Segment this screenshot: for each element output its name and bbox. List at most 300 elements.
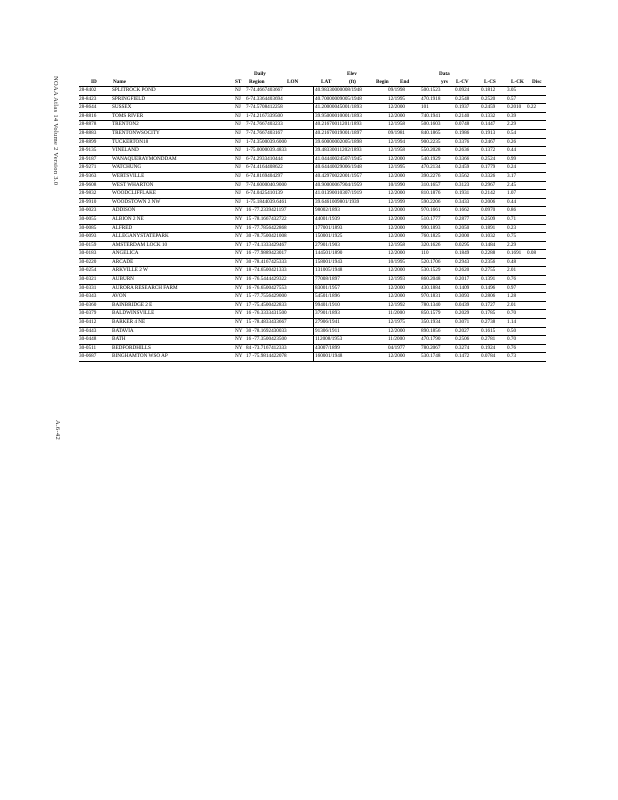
cell-id: 28-8423 xyxy=(79,95,97,102)
table-row xyxy=(79,164,546,173)
header-end: End xyxy=(400,79,410,85)
header-yrs: yrs xyxy=(441,79,448,85)
cell-name: TRENTONWSOCITY xyxy=(112,129,160,136)
cell-end: 12/2000 xyxy=(388,112,406,119)
cell-state: NJ xyxy=(235,138,241,145)
cell-lcs: 0.1447 xyxy=(481,121,496,128)
table-row xyxy=(79,87,546,96)
cell-name: SPLITROCK POND xyxy=(112,87,156,93)
cell-yrs: 780.2067 xyxy=(421,344,441,351)
cell-yrs: 860.2048 xyxy=(421,276,441,283)
cell-id: 28-8816 xyxy=(79,112,97,119)
cell-state: NY xyxy=(235,293,243,300)
cell-lck: 2.01 xyxy=(507,267,517,274)
station-table xyxy=(79,70,546,362)
cell-lat-elev-begin: 158001/1943 xyxy=(315,258,343,265)
cell-id: 28-8644 xyxy=(79,104,97,111)
cell-lat-elev-begin: 43007/1899 xyxy=(315,344,340,351)
cell-lcv: 0.3366 xyxy=(455,155,470,162)
cell-state: NY xyxy=(235,207,243,214)
cell-yrs: 740.1941 xyxy=(421,112,441,119)
cell-lat-elev-begin: 37901/1893 xyxy=(315,310,340,317)
cell-state: NY xyxy=(235,353,243,360)
cell-region-lon: 16 -76.3333431500 xyxy=(246,310,287,317)
cell-end: 12/1994 xyxy=(388,138,406,145)
cell-region-lon: 7-74.7667403167 xyxy=(246,129,283,136)
cell-lck: 0.76 xyxy=(507,276,517,283)
cell-id: 28-8899 xyxy=(79,138,97,145)
cell-lat-elev-begin: 77008/1897 xyxy=(315,276,340,283)
cell-lck: 2.45 xyxy=(507,181,517,188)
cell-id: 30-0183 xyxy=(79,250,97,257)
cell-lat-elev-begin: 40.42970022001/1957 xyxy=(315,172,362,179)
cell-state: NY xyxy=(235,224,243,231)
table-row xyxy=(79,302,546,311)
cell-region-lon: 17 -74.1333429467 xyxy=(246,241,287,248)
cell-region-lon: 7-74.4667403667 xyxy=(246,87,283,93)
table-row xyxy=(79,285,546,294)
header-begin: Begin xyxy=(376,79,389,85)
cell-id: 30-0687 xyxy=(79,353,97,360)
cell-end: 12/2000 xyxy=(388,233,406,240)
cell-state: NJ xyxy=(235,129,241,136)
cell-lcs: 0.1332 xyxy=(481,112,496,119)
cell-lck: 0.73 xyxy=(507,353,517,360)
header-lat: LAT xyxy=(321,79,332,85)
cell-yrs: 350.1934 xyxy=(421,319,441,326)
cell-state: NY xyxy=(235,267,243,274)
cell-end: 12/1993 xyxy=(388,276,406,283)
header-region: Region xyxy=(249,79,265,85)
cell-yrs: 840.1865 xyxy=(421,129,441,136)
cell-lat-elev-begin: 177001/1893 xyxy=(315,224,343,231)
cell-name: ALLEGANYSTATEPARK xyxy=(112,233,169,240)
cell-end: 12/2000 xyxy=(388,224,406,231)
cell-state: NJ xyxy=(235,164,241,171)
cell-lat-elev-begin: 160001/1948 xyxy=(315,353,343,360)
cell-state: NJ xyxy=(235,121,241,128)
cell-state: NY xyxy=(235,344,243,351)
table-row xyxy=(79,182,546,191)
cell-lck: 1.28 xyxy=(507,293,517,300)
cell-region-lon: 17 -75.9814422078 xyxy=(246,353,287,360)
cell-yrs: 500.1523 xyxy=(421,87,441,93)
cell-name: WATCHUNG xyxy=(112,164,142,171)
cell-lat-elev-begin: 98002/1893 xyxy=(315,207,340,214)
cell-state: NY xyxy=(235,233,243,240)
cell-lck: 0.50 xyxy=(507,327,517,334)
cell-region-lon: 16 -77.2339421197 xyxy=(246,207,287,214)
cell-name: ARKVILLE 2 W xyxy=(112,267,148,274)
cell-lcv: 0.2877 xyxy=(455,215,470,222)
cell-lcv: 0.2506 xyxy=(455,336,470,343)
cell-lcs: 0.1615 xyxy=(481,327,496,334)
cell-id: 28-9363 xyxy=(79,172,97,179)
table-row xyxy=(79,259,546,268)
header-lcs: L-CS xyxy=(484,79,496,85)
cell-name: ARCADE xyxy=(112,258,134,265)
cell-region-lon: 7-74.7667403233 xyxy=(246,121,283,128)
cell-lat-elev-begin: 40.70000009005/1948 xyxy=(315,95,362,102)
cell-lck: 0.24 xyxy=(507,164,517,171)
cell-lcs: 0.2288 xyxy=(481,250,496,257)
cell-lat-elev-begin: 99401/1910 xyxy=(315,301,340,308)
cell-yrs: 320.1626 xyxy=(421,241,441,248)
header-data: Data xyxy=(439,71,450,77)
cell-yrs: 550.2028 xyxy=(421,147,441,154)
cell-lcs: 0.1391 xyxy=(481,276,496,283)
cell-name: BATAVIA xyxy=(112,327,134,334)
cell-lcs: 0.2738 xyxy=(481,319,496,326)
cell-state: NY xyxy=(235,319,243,326)
cell-state: NJ xyxy=(235,104,241,111)
cell-name: AUBURN xyxy=(112,276,134,283)
cell-lat-elev-begin: 39.48330011202/1893 xyxy=(315,147,362,154)
cell-lck: 2.29 xyxy=(507,241,517,248)
cell-name: VINELAND xyxy=(112,147,139,154)
table-row xyxy=(79,250,546,259)
cell-lcs: 0.0970 xyxy=(481,207,496,214)
table-row xyxy=(79,113,546,122)
cell-end: 12/1992 xyxy=(388,301,406,308)
cell-lck: 0.48 xyxy=(507,258,517,265)
cell-lcv: 0.0924 xyxy=(455,87,470,93)
cell-lck: 0.86 xyxy=(507,207,517,214)
cell-yrs: 470.1790 xyxy=(421,336,441,343)
cell-lck: 0.97 xyxy=(507,284,517,291)
cell-lcv: 0.2027 xyxy=(455,327,470,334)
cell-lat-elev-begin: 41.20000045001/1893 xyxy=(315,104,362,111)
cell-lcs: 0.2142 xyxy=(481,190,496,197)
side-page-number: A.6-42 xyxy=(54,420,61,441)
cell-end: 12/2000 xyxy=(388,293,406,300)
cell-yrs: 390.2276 xyxy=(421,172,441,179)
cell-lat-elev-begin: 150001/1925 xyxy=(315,233,343,240)
cell-lat-elev-begin: 39.6461009801/1939 xyxy=(315,198,360,205)
cell-state: NY xyxy=(235,327,243,334)
cell-id: 30-0023 xyxy=(79,207,97,214)
cell-yrs: 520.1706 xyxy=(421,258,441,265)
cell-region-lon: 15 -78.4833433667 xyxy=(246,319,287,326)
cell-region-lon: 16 -77.7856422868 xyxy=(246,224,287,231)
cell-lcs: 0.1913 xyxy=(481,129,496,136)
cell-end: 12/2000 xyxy=(388,104,406,111)
cell-lcv: 0.1662 xyxy=(455,207,470,214)
cell-end: 12/1958 xyxy=(388,147,406,154)
cell-name: TRENTON2 xyxy=(112,121,139,128)
cell-state: NJ xyxy=(235,190,241,197)
cell-id: 30-0055 xyxy=(79,215,97,222)
cell-id: 28-9187 xyxy=(79,155,97,162)
cell-region-lon: 16 -76.6500427553 xyxy=(246,284,287,291)
cell-lcv: 0.3274 xyxy=(455,344,470,351)
cell-name: SUSSEX xyxy=(112,104,132,111)
cell-lcv: 0.3123 xyxy=(455,181,470,188)
cell-end: 12/2000 xyxy=(388,215,406,222)
cell-name: BATH xyxy=(112,336,126,343)
cell-end: 12/2000 xyxy=(388,190,406,197)
cell-end: 12/1958 xyxy=(388,121,406,128)
table-row xyxy=(79,104,546,113)
cell-yrs: 890.1856 xyxy=(421,327,441,334)
table-row xyxy=(79,276,546,285)
table-row xyxy=(79,328,546,337)
cell-id: 28-9608 xyxy=(79,181,97,188)
cell-lcs: 0.2467 xyxy=(481,138,496,145)
cell-lck: 3.17 xyxy=(507,172,517,179)
cell-lck: 3.05 xyxy=(507,87,517,93)
cell-state: NJ xyxy=(235,181,241,188)
cell-region-lon: 6-74.8169404297 xyxy=(246,172,283,179)
cell-name: AURORA RESEARCH FARM xyxy=(112,284,178,291)
cell-state: NY xyxy=(235,215,243,222)
cell-id: 28-8402 xyxy=(79,87,97,93)
cell-id: 28-9271 xyxy=(79,164,97,171)
table-row xyxy=(79,130,546,139)
table-row xyxy=(79,242,546,251)
cell-lcs: 0.2781 xyxy=(481,336,496,343)
cell-yrs: 810.1876 xyxy=(421,190,441,197)
cell-id: 30-0412 xyxy=(79,319,97,326)
table-row xyxy=(79,319,546,328)
cell-region-lon: 16 -77.9889423017 xyxy=(246,250,287,257)
cell-lcs: 0.2755 xyxy=(481,267,496,274)
cell-name: TOMS RIVER xyxy=(112,112,144,119)
cell-yrs: 590.2206 xyxy=(421,198,441,205)
cell-lat-elev-begin: 40.98330000008/1948 xyxy=(315,87,362,93)
cell-lcv: 0.2620 xyxy=(455,267,470,274)
cell-lck: 0.23 xyxy=(507,224,517,231)
cell-lcs: 0.3326 xyxy=(481,172,496,179)
cell-region-lon: 18 -74.6500421333 xyxy=(246,267,287,274)
cell-name: SPRINGFIELD xyxy=(112,95,146,102)
cell-region-lon: 1-75.0000039.4833 xyxy=(246,147,287,154)
cell-yrs: 990.1893 xyxy=(421,224,441,231)
table-row xyxy=(79,336,546,345)
cell-state: NY xyxy=(235,276,243,283)
cell-lat-elev-begin: 83001/1957 xyxy=(315,284,340,291)
cell-region-lon: 7-74.5708412258 xyxy=(246,104,283,111)
table-row xyxy=(79,156,546,165)
cell-lcv: 0.2029 xyxy=(455,310,470,317)
header-disc: Disc xyxy=(532,79,542,85)
cell-yrs: 540.1929 xyxy=(421,155,441,162)
cell-lcs: 0.0784 xyxy=(481,353,496,360)
cell-id: 30-0443 xyxy=(79,327,97,334)
cell-yrs: 530.1529 xyxy=(421,267,441,274)
table-row xyxy=(79,216,546,225)
cell-region-lon: 1-74.3500039.6000 xyxy=(246,138,287,145)
cell-id: 30-0220 xyxy=(79,258,97,265)
cell-state: NY xyxy=(235,336,243,343)
cell-lcv: 0.2636 xyxy=(455,147,470,154)
table-row xyxy=(79,233,546,242)
cell-lcv: 0.0439 xyxy=(455,301,470,308)
cell-lcv: 0.1937 xyxy=(455,104,470,111)
cell-lcs: 0.1032 xyxy=(481,233,496,240)
cell-name: WOODSTOWN 2 NW xyxy=(112,198,161,205)
cell-end: 12/2000 xyxy=(388,250,406,257)
cell-lcv: 0.1986 xyxy=(455,129,470,136)
table-body xyxy=(79,86,546,362)
cell-id: 30-0085 xyxy=(79,224,97,231)
cell-id: 28-9135 xyxy=(79,147,97,154)
cell-state: NY xyxy=(235,284,243,291)
cell-lck: 1.14 xyxy=(507,319,517,326)
cell-lck: 0.71 xyxy=(507,215,517,222)
cell-yrs: 760.1825 xyxy=(421,233,441,240)
cell-lck: 0.76 xyxy=(507,344,517,351)
cell-state: NY xyxy=(235,310,243,317)
cell-end: 12/1975 xyxy=(388,319,406,326)
cell-end: 12/2000 xyxy=(388,284,406,291)
cell-name: ALBION 2 NE xyxy=(112,215,144,222)
table-row xyxy=(79,173,546,182)
cell-end: 12/1999 xyxy=(388,198,406,205)
table-row xyxy=(79,139,546,148)
table-row xyxy=(79,96,546,105)
cell-lcv: 0.3071 xyxy=(455,319,470,326)
cell-state: NJ xyxy=(235,95,241,102)
table-row xyxy=(79,121,546,130)
cell-end: 12/2000 xyxy=(388,327,406,334)
cell-end: 12/2000 xyxy=(388,353,406,360)
cell-lcs: 0.1727 xyxy=(481,301,496,308)
cell-disc: 0.08 xyxy=(527,250,537,257)
cell-end: 12/2000 xyxy=(388,155,406,162)
cell-lcv: 0.1931 xyxy=(455,190,470,197)
cell-id: 30-0360 xyxy=(79,301,97,308)
cell-lat-elev-begin: 54501/1896 xyxy=(315,293,340,300)
cell-lck: 0.70 xyxy=(507,336,517,343)
cell-lck: 0.1691 xyxy=(507,250,522,257)
cell-lcs: 0.2967 xyxy=(481,181,496,188)
cell-lat-elev-begin: 131005/1948 xyxy=(315,267,343,274)
table-row xyxy=(79,353,546,361)
cell-region-lon: 6-74.4164408622 xyxy=(246,164,283,171)
cell-id: 30-0343 xyxy=(79,293,97,300)
header-ft: (ft) xyxy=(349,79,356,85)
cell-name: AMSTERDAM LOCK 10 xyxy=(112,241,168,248)
cell-lck: 2.01 xyxy=(507,301,517,308)
cell-disc: 0.22 xyxy=(527,104,537,111)
cell-lcs: 0.1372 xyxy=(481,147,496,154)
header-daily: Daily xyxy=(254,71,266,77)
cell-end: 11/2000 xyxy=(388,310,405,317)
cell-yrs: 101 xyxy=(421,104,429,111)
header-lcv: L-CV xyxy=(456,79,469,85)
cell-end: 12/2000 xyxy=(388,267,406,274)
table-row xyxy=(79,293,546,302)
cell-region-lon: 6-74.2933410444 xyxy=(246,155,283,162)
cell-lcv: 0.3562 xyxy=(455,172,470,179)
cell-lcs: 0.2356 xyxy=(481,258,496,265)
cell-id: 28-8883 xyxy=(79,129,97,136)
cell-yrs: 470.2134 xyxy=(421,164,441,171)
cell-lcs: 0.1924 xyxy=(481,344,496,351)
cell-name: BALDWINSVILLE xyxy=(112,310,155,317)
cell-region-lon: 1-74.2167339500 xyxy=(246,112,283,119)
cell-lat-elev-begin: 39.95000010001/1893 xyxy=(315,112,362,119)
cell-id: 28-9910 xyxy=(79,198,97,205)
cell-end: 12/1995 xyxy=(388,95,406,102)
header-st: ST xyxy=(235,79,242,85)
cell-lat-elev-begin: 41.04440024507/1945 xyxy=(315,155,362,162)
cell-end: 10/1990 xyxy=(388,181,406,188)
table-row xyxy=(79,310,546,319)
cell-yrs: 430.1884 xyxy=(421,284,441,291)
cell-yrs: 970.1661 xyxy=(421,207,441,214)
table-row xyxy=(79,147,546,156)
cell-name: WANAQUERAYMONDDAM xyxy=(112,155,177,162)
header-id: ID xyxy=(91,79,97,85)
cell-yrs: 500.1603 xyxy=(421,121,441,128)
table-row xyxy=(79,267,546,276)
cell-lck: 0.99 xyxy=(507,155,517,162)
cell-id: 30-0254 xyxy=(79,267,97,274)
cell-lat-elev-begin: 40.21670011201/1893 xyxy=(315,121,362,128)
cell-id: 30-0321 xyxy=(79,276,97,283)
cell-yrs: 900.2235 xyxy=(421,138,441,145)
cell-lcv: 0.2000 xyxy=(455,233,470,240)
cell-lcs: 0.2459 xyxy=(481,104,496,111)
cell-yrs: 110 xyxy=(421,250,429,257)
cell-lck: 0.54 xyxy=(507,129,517,136)
cell-name: BAINBRIDGE 2 E xyxy=(112,301,153,308)
cell-end: 12/1995 xyxy=(388,164,406,171)
table-row xyxy=(79,207,546,216)
cell-name: ADDISON xyxy=(112,207,136,214)
cell-end: 09/1998 xyxy=(388,87,406,93)
table-row xyxy=(79,345,546,354)
cell-id: 30-0159 xyxy=(79,241,97,248)
cell-state: NJ xyxy=(235,155,241,162)
cell-yrs: 850.1579 xyxy=(421,310,441,317)
cell-lck: 0.70 xyxy=(507,310,517,317)
cell-lcs: 0.1484 xyxy=(481,241,496,248)
cell-lat-elev-begin: 44001/1939 xyxy=(315,215,340,222)
cell-region-lon: 16 -76.5444429322 xyxy=(246,276,287,283)
cell-region-lon: 6-74.3364403694 xyxy=(246,95,283,102)
cell-id: 30-0511 xyxy=(79,344,97,351)
cell-lcv: 0.0748 xyxy=(455,121,470,128)
cell-lcv: 0.1409 xyxy=(455,284,470,291)
cell-lcs: 0.1891 xyxy=(481,224,496,231)
cell-yrs: 780.1340 xyxy=(421,301,441,308)
cell-lat-elev-begin: 41.01390010307/1919 xyxy=(315,190,362,197)
cell-lat-elev-begin: 27901/1903 xyxy=(315,241,340,248)
cell-lcv: 0.0295 xyxy=(455,241,470,248)
cell-id: 28-9832 xyxy=(79,190,97,197)
cell-lck: 0.57 xyxy=(507,95,517,102)
cell-lat-elev-begin: 40.90000067904/1959 xyxy=(315,181,362,188)
cell-lck: 0.44 xyxy=(507,147,517,154)
cell-region-lon: 16 -77.3500423500 xyxy=(246,336,287,343)
cell-lck: 0.75 xyxy=(507,233,517,240)
cell-id: 30-0093 xyxy=(79,233,97,240)
cell-name: BEDFORDHILLS xyxy=(112,344,151,351)
table-row xyxy=(79,199,546,208)
cell-name: AVON xyxy=(112,293,127,300)
cell-lcs: 0.2520 xyxy=(481,95,496,102)
cell-end: 04/1977 xyxy=(388,344,406,351)
cell-end: 12/2000 xyxy=(388,172,406,179)
cell-lcv: 0.3093 xyxy=(455,293,470,300)
cell-lat-elev-begin: 144501/1890 xyxy=(315,250,343,257)
cell-lcs: 0.1496 xyxy=(481,284,496,291)
cell-state: NY xyxy=(235,301,243,308)
cell-lcs: 0.1812 xyxy=(481,87,496,93)
